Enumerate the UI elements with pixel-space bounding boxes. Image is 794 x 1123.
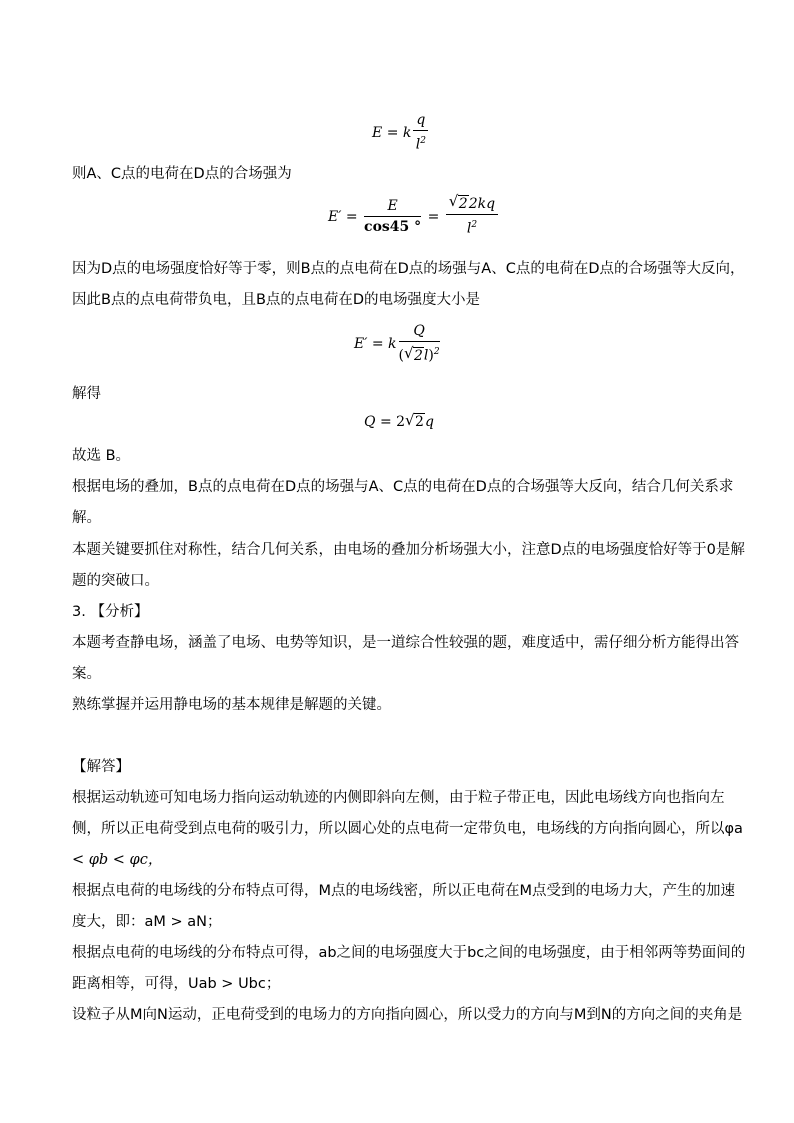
eq4-lhs: Q: [364, 414, 376, 430]
sqrt-icon: √ 2: [448, 192, 468, 212]
eq2-equals-2: =: [427, 208, 440, 225]
section-heading-solution: 【解答】: [72, 759, 130, 775]
eq2-fraction-1: [364, 198, 421, 236]
eq1-num: q: [413, 112, 428, 131]
eq4-equals: =: [379, 414, 392, 430]
eq2-den2-exp: 2: [471, 220, 478, 230]
eq1-lhs: E: [372, 124, 383, 141]
eq2-num: E: [364, 198, 421, 217]
eq3-den-root: 2: [414, 347, 423, 364]
eq2-den2-var: l: [466, 220, 472, 237]
equation-point-charge-b: [354, 323, 442, 365]
eq2-den2: [446, 215, 498, 238]
text-line-17: < φb < φc，: [72, 852, 163, 868]
eq3-lhs: E′: [354, 335, 368, 352]
eq3-fraction: [399, 323, 440, 365]
text-line-3: 因此B点的点电荷带负电，且B点的点电荷在D的电场强度大小是: [72, 292, 481, 308]
text-line-2: 因为D点的电场强度恰好等于零，则B点的点电荷在D点的场强与A、C点的电荷在D点的合场强等大反向，: [72, 261, 745, 277]
eq2-num2-root: 2: [458, 196, 468, 212]
eq1-coef: k: [402, 124, 412, 141]
eq2-lhs: E′: [328, 208, 342, 225]
text-line-9: 题的突破口。: [72, 573, 159, 589]
section-heading-analysis: 3. 【分析】: [72, 604, 149, 620]
eq1-den: [413, 131, 428, 154]
text-line-18: 根据点电荷的电场线的分布特点可得，M点的电场线密，所以正电荷在M点受到的电场力大，产生的加速: [72, 883, 736, 899]
text-line-16: 侧，所以正电荷受到点电荷的吸引力，所以圆心处的点电荷一定带负电，电场线的方向指向圆心，所以φa: [72, 821, 743, 837]
sqrt-icon: √ 2: [405, 411, 424, 430]
eq1-equals: =: [386, 124, 399, 141]
text-line-1: 则A、C点的电荷在D点的合场强为: [72, 166, 292, 182]
text-line-20: 根据点电荷的电场线的分布特点可得，ab之间的电场强度大于bc之间的电场强度，由于相邻两等势面间的: [72, 945, 746, 961]
text-line-8: 本题关键要抓住对称性，结合几何关系，由电场的叠加分析场强大小，注意D点的电场强度恰好等于0是解: [72, 542, 745, 558]
eq1-fraction: [413, 112, 428, 154]
eq3-den: ( √ 2l)$^2$: [398, 343, 440, 364]
eq3-den-exp: 2: [433, 347, 440, 357]
equation-field-point: [372, 112, 430, 154]
eq4-root: 2: [415, 414, 424, 430]
eq3-num: Q: [399, 323, 440, 342]
eq4-var: q: [424, 414, 434, 430]
text-line-15: 根据运动轨迹可知电场力指向运动轨迹的内侧即斜向左侧，由于粒子带正电，因此电场线方向也指向左: [72, 790, 725, 806]
text-line-13: 熟练掌握并运用静电场的基本规律是解题的关键。: [72, 697, 391, 713]
text-line-22: 设粒子从M向N运动，正电荷受到的电场力的方向指向圆心，所以受力的方向与M到N的方向之间的夹角是: [72, 1007, 743, 1023]
sqrt-icon: √ 2: [404, 343, 423, 364]
text-line-7: 解。: [72, 510, 101, 526]
text-line-12: 案。: [72, 666, 101, 682]
text-line-21: 距离相等，可得，Uab > Ubc；: [72, 976, 281, 992]
eq3-equals: =: [371, 335, 384, 352]
eq2-num2: [446, 192, 498, 215]
eq3-coef: k: [388, 335, 397, 352]
text-line-5: 故选 B。: [72, 448, 131, 464]
text-line-11: 本题考查静电场，涵盖了电场、电势等知识，是一道综合性较强的题，难度适中，需仔细分析方能得出答: [72, 635, 739, 651]
text-line-6: 根据电场的叠加，B点的点电荷在D点的场强与A、C点的电荷在D点的合场强等大反向，结合几何关系求: [72, 479, 734, 495]
text-line-4: 解得: [72, 386, 101, 402]
equation-combined-field: [328, 192, 500, 238]
eq2-fraction-2: [446, 192, 498, 238]
eq4-coef: 2: [396, 414, 406, 430]
eq3-den-var: l: [423, 347, 429, 364]
eq2-den: cos45 °: [364, 218, 422, 235]
eq2-equals: =: [345, 208, 358, 225]
text-line-19: 度大，即：aM > aN；: [72, 914, 222, 930]
eq1-den-var: l: [415, 136, 421, 153]
equation-result: [364, 411, 434, 430]
eq1-den-exp: 2: [420, 136, 426, 146]
eq2-num2-coef: 2kq: [468, 196, 496, 212]
